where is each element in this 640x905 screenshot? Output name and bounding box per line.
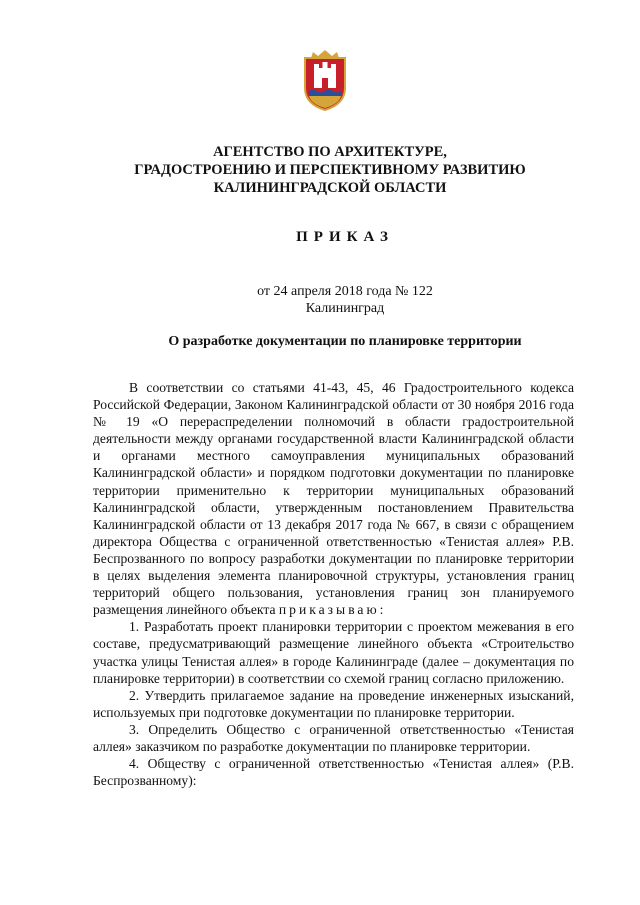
preamble-text: В соответствии со статьями 41-43, 45, 46 Градостроительного кодекса Российской Федерации, Законом Калининградской области от 30 ноября 2016 года № 19 «О перераспределении полномочий в области градостроительной деятельности между органами государственной власти Калининградской области и органами местного самоуправления муниципальных образований Калининградской области» и порядком подготовки документации по планировке территории применительно к территории муниципальных образований Калининградской области, утвержденным постановлением Правительства Калининградской области от 13 декабря 2017 года № 667, в связи с обращением директора Общества с ограниченной ответственностью «Тенистая аллея» Р.В. Беспрозванного по вопросу разработки документации по планировке территории в целях выделения элемента планировочной структуры, установления границ территорий общего пользования, установления границ зон планируемого размещения линейного объекта (93, 380, 574, 618)
item-2: 2. Утвердить прилагаемое задание на проведение инженерных изысканий, используемых при подготовке документации по планировке территории. (93, 687, 574, 720)
emblem-crown (311, 50, 339, 58)
document-meta (150, 283, 540, 317)
preamble-keyword: приказываю: (278, 602, 387, 618)
item-4: 4. Обществу с ограниченной ответственностью «Тенистая аллея» (Р.В. Беспрозванному): (93, 756, 574, 789)
agency-name-line1: АГЕНТСТВО ПО АРХИТЕКТУРЕ, (213, 144, 447, 160)
item-3: 3. Определить Общество с ограниченной ответственностью «Тенистая аллея» заказчиком по разработке документации по планировке территории. (93, 721, 574, 754)
coat-of-arms-emblem (301, 50, 349, 112)
city: Калининград (305, 301, 385, 316)
preamble-paragraph (93, 379, 574, 618)
document-type: ПРИКАЗ (296, 229, 394, 245)
document-subject: О разработке документации по планировке территории (168, 334, 522, 349)
agency-name-line2: ГРАДОСТРОЕНИЮ И ПЕРСПЕКТИВНОМУ РАЗВИТИЮ (134, 162, 526, 178)
agency-name (90, 143, 570, 197)
agency-name-line3: КАЛИНИНГРАДСКОЙ ОБЛАСТИ (213, 180, 447, 196)
item-1: 1. Разработать проект планировки территории с проектом межевания в его составе, предусматривающий размещение линейного объекта «Строительство участка улицы Тенистая аллея» в городе Калининграде (далее – документация по планировке территории) в соответствии со схемой границ согласно приложению. (93, 619, 574, 686)
document-body (93, 379, 574, 789)
emblem-base (309, 96, 341, 108)
date-number: от 24 апреля 2018 года № 122 (257, 284, 433, 299)
